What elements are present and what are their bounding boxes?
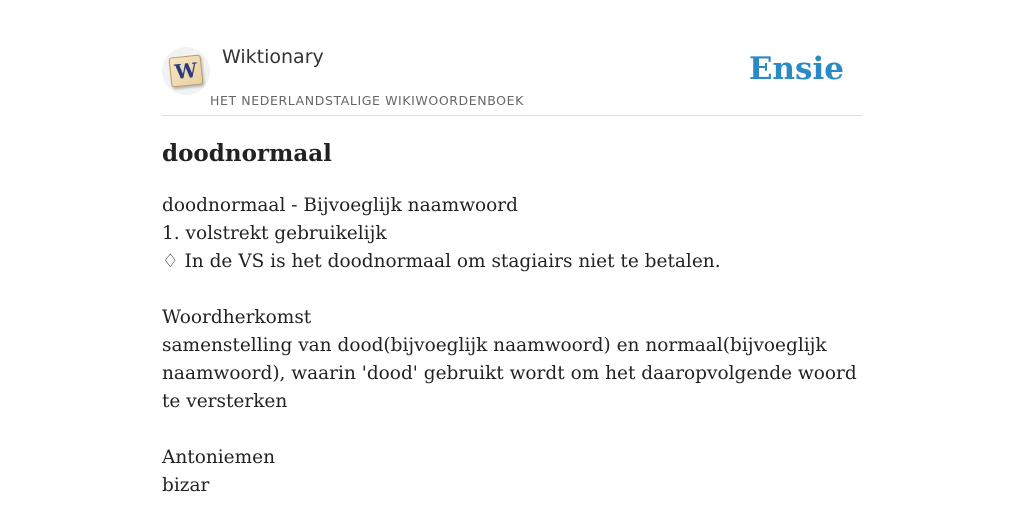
example-sentence: ♢ In de VS is het doodnormaal om stagiairs niet te betalen. <box>162 251 721 272</box>
spacer <box>162 276 862 304</box>
ensie-brand-logo[interactable]: Ensie <box>748 51 844 87</box>
logo-tile-icon <box>169 54 204 87</box>
logo-letter: W <box>173 57 199 85</box>
wiktionary-logo[interactable] <box>162 47 210 95</box>
definition-line: 1. volstrekt gebruikelijk <box>162 223 387 244</box>
part-of-speech-line: doodnormaal - Bijvoeglijk naamwoord <box>162 195 518 216</box>
site-header <box>162 40 862 116</box>
etymology-heading: Woordherkomst <box>162 307 312 328</box>
antonyms-heading: Antoniemen <box>162 447 276 468</box>
entry-content <box>162 192 862 500</box>
page-title: doodnormaal <box>162 140 332 167</box>
spacer <box>162 416 862 444</box>
site-subtitle: HET NEDERLANDSTALIGE WIKIWOORDENBOEK <box>210 93 524 108</box>
site-title[interactable]: Wiktionary <box>222 46 324 68</box>
etymology-text: samenstelling van dood(bijvoeglijk naamwoord) en normaal(bijvoeglijk naamwoord), waarin 'dood' gebruikt wordt om het daaropvolgende woord te versterken <box>162 335 857 412</box>
antonym-item: bizar <box>162 475 210 496</box>
